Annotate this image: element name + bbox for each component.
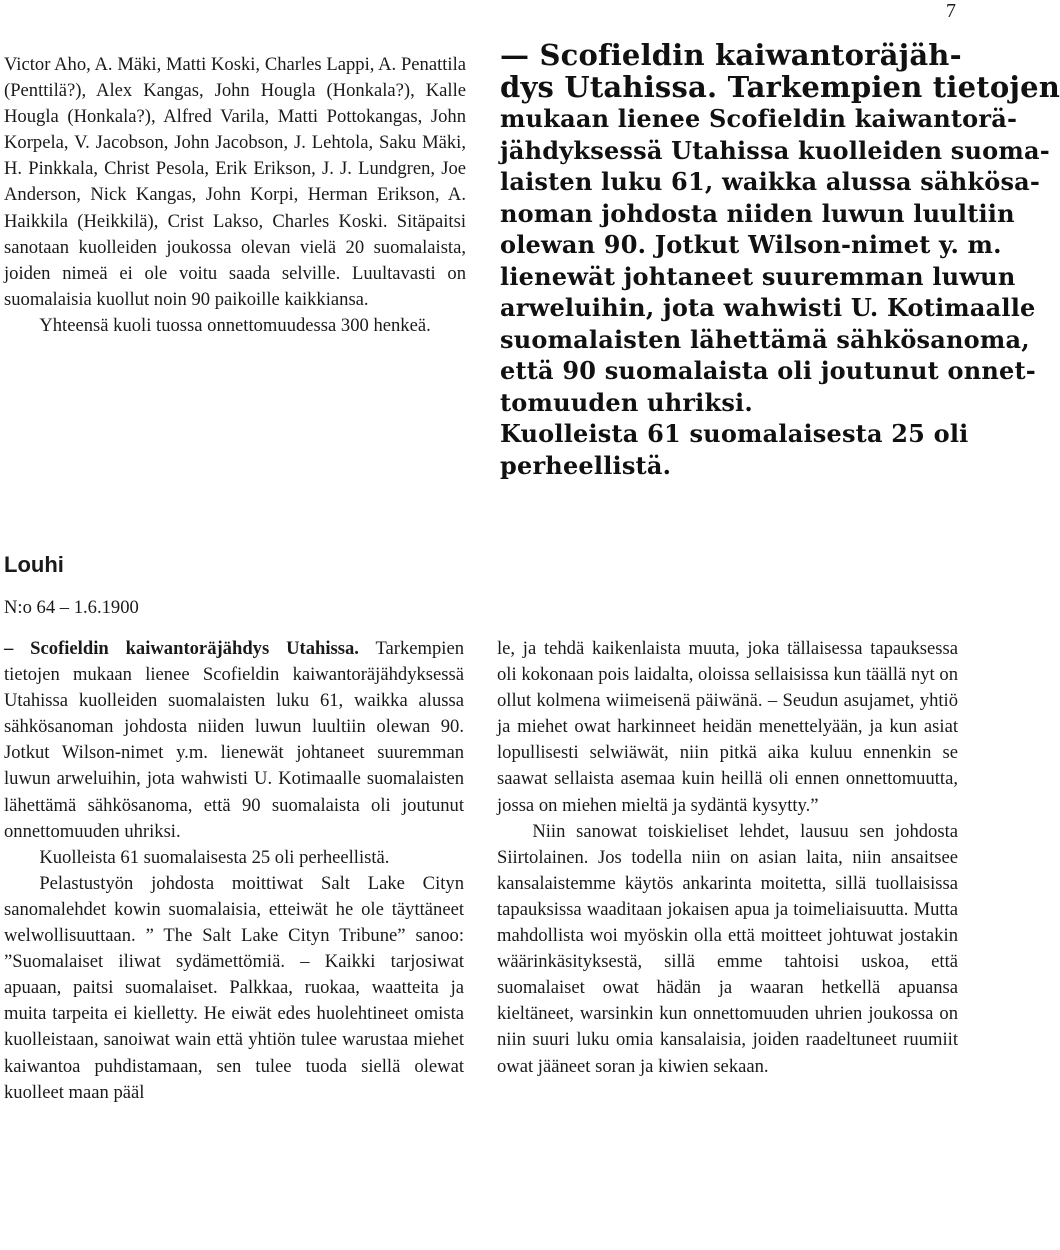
article-heading: – Scofieldin kaiwantoräjähdys Utahissa. [4, 638, 359, 659]
clipping-line: olewan 90. Jotkut Wilson-nimet y. m. [500, 230, 1002, 259]
name-list-column [4, 52, 466, 339]
clipping-line: lienewät johtaneet suuremman luwun [500, 261, 1016, 291]
name-list-paragraph: Victor Aho, A. Mäki, Matti Koski, Charles Lappi, A. Penattila (Penttilä?), Alex Kangas, John Hougla (Honkala?), Kalle Hougla (Honkala?), Alfred Varila, Matti Pottokangas, John Korpela, V. Jacobson, John Jacobson, J. Lehtola, Saku Mäki, H. Pinkkala, Christ Pesola, Erik Erikson, J. J. Lundgren, Joe Anderson, Nick Kangas, John Korpi, Herman Erikson, A. Haikkila (Heikkilä), Crist Lakso, Charles Koski. Sitäpaitsi sanotaan kuolleiden joukossa olevan vielä 20 suomalaista, joiden nimeä ei ole voitu saada selville. Luultavasti on suomalaisia kuollut noin 90 paikoille kaikkiansa. [4, 54, 466, 310]
clipping-line: arweluihin, jota wahwisti U. Kotimaalle [500, 293, 1036, 322]
clipping-line: tomuuden uhriksi. [500, 387, 753, 417]
clipping-line: — Scofieldin kaiwantoräjäh- [500, 38, 962, 72]
clipping-line: noman johdosta niiden luwun luultiin [500, 198, 1015, 228]
clipping-line: laisten luku 61, waikka alussa sähkösa- [500, 167, 1041, 196]
issue-reference: N:o 64 – 1.6.1900 [4, 597, 139, 618]
article-paragraph-part: le, ja tehdä kaikenlaista muuta, joka tällaisessa tapauksessa oli kokonaan pois laidalta, oloissa sellaisissa kun täällä nyt on ollut kolmena wiimeisenä päiwänä. – Seudun asujamet, yhtiö ja miehet owat harkinneet heidän menettelyään, ja kun asiat lopullisesti selwiäwät, niin pitkä aika kuluu ennenkin se saawat sellaista asemaa kuin heillä oli ennen onnettomuutta, jossa on miehen mieltä ja sydäntä kysytty.” [497, 638, 958, 816]
newspaper-clipping-image [500, 38, 1060, 480]
article-paragraph: Kuolleista 61 suomalaisesta 25 oli perheellistä. [39, 846, 390, 868]
article-intro-paragraph [4, 636, 464, 845]
clipping-line: perheellistä. [500, 450, 672, 480]
clipping-line: dys Utahissa. Tarkempien tietojen [500, 69, 1060, 104]
article-paragraph [4, 871, 464, 1106]
clipping-line: jähdyksessä Utahissa kuolleiden suoma- [500, 135, 1050, 165]
article-paragraph-part: Pelastustyön johdosta moittiwat Salt Lake Cityn sanomalehdet kowin suomalaisia, etteiwät he ole täyttäneet welwollisuuttaan. ” The Salt Lake Cityn Tribune” sanoo: ”Suomalaiset iliwat sydämettömiä. – Kaikki tarjosiwat apuaan, paitsi suomalaiset. Palkkaa, ruokaa, waatteita ja muita tarpeita ei kielletty. He eiwät edes huolehtineet omista kuolleistaan, sanoiwat wain että yhtiön tulee warustaa miehet kaiwantoa puhdistamaan, sen tulee tuoda siellä olewat kuolleet maan pääl [4, 872, 464, 1103]
article-column-left [4, 636, 464, 1106]
article-intro-text: Tarkempien tietojen mukaan lienee Scofieldin kaiwantoräjähdyksessä Utahissa kuolleiden suomalaisten luku 61, waikka alussa sähkösanoman johdosta niiden luwun luultiin olewan 90. Jotkut Wilson-nimet y.m. lienewät johtaneet suuremman luwun arweluihin, jota wahwisti U. Kotimaalle suomalaisten lähettämä sähkösanoma, että 90 suomalaista oli joutunut onnettomuuden uhriksi. [4, 638, 464, 842]
clipping-line: mukaan lienee Scofieldin kaiwantorä- [500, 104, 1018, 133]
total-deaths-paragraph: Yhteensä kuoli tuossa onnettomuudessa 300 henkeä. [39, 314, 431, 336]
page-number: 7 [946, 0, 956, 22]
section-title: Louhi [4, 552, 64, 577]
clipping-line: että 90 suomalaista oli joutunut onnet- [500, 356, 1036, 385]
article-paragraph-continued [497, 636, 958, 819]
clipping-text [500, 38, 1060, 481]
article-column-right [497, 636, 958, 1080]
article-paragraph: Niin sanowat toiskieliset lehdet, lausuu sen johdosta Siirtolainen. Jos todella niin on asian laita, niin ansaitsee kansalaistemme käytös ankarinta moitetta, sillä tuollaisissa tapauksissa waaditaan jokaisen apua ja toimeliaisuutta. Mutta mahdollista woi myöskin olla että moitteet johtuwat jostakin wäärinkäsityksestä, sillä emme tahtoisi uskoa, että suomalaiset owat hädän ja waaran hetkellä apuansa kieltäneet, warsinkin kun onnettomuuden uhrien joukossa on niin suuri luku omia kansalaisia, joiden raadeltuneet ruumiit owat jääneet soran ja kiwien sekaan. [497, 820, 958, 1077]
clipping-line: suomalaisten lähettämä sähkösanoma, [500, 324, 1030, 354]
clipping-line: Kuolleista 61 suomalaisesta 25 oli [500, 419, 969, 448]
